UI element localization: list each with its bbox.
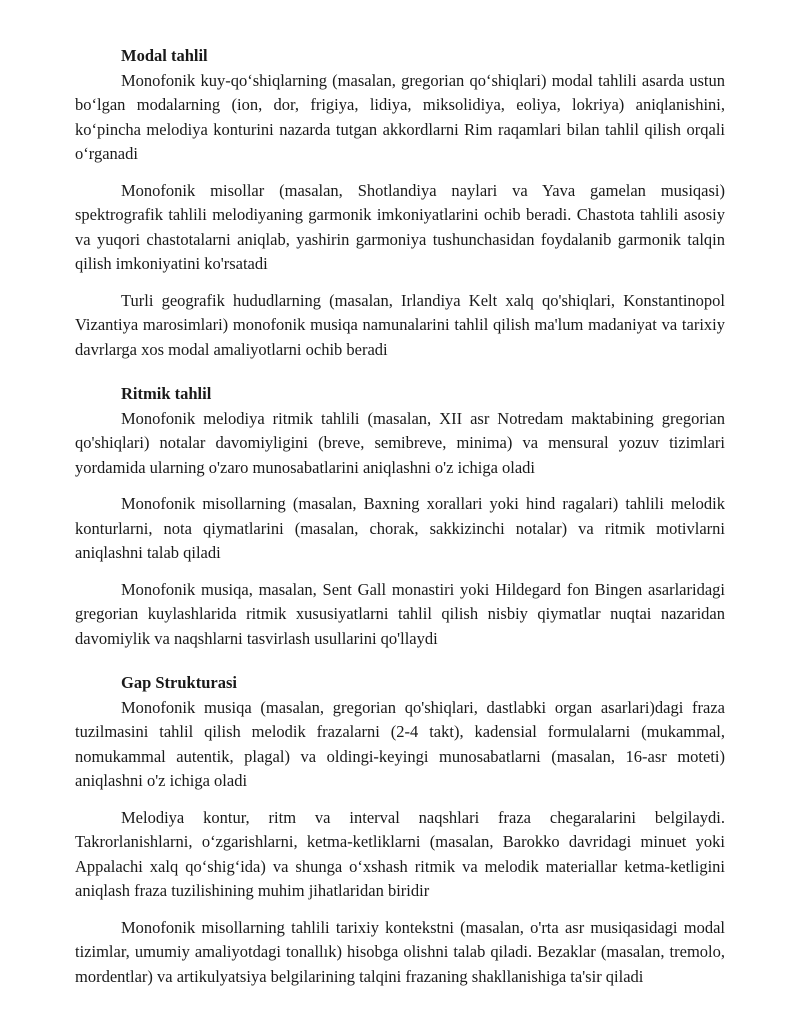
paragraph: Monofonik melodiya ritmik tahlili (masalan, XII asr Notredam maktabining gregorian qo'shiqlari) notalar davomiyligini (breve, semibreve, minima) va mensural yozuv tizimlari yordamida ularning o'zaro munosabatlarini aniqlashni o'z ichiga oladi bbox=[75, 408, 725, 477]
section-heading: Modal tahlil bbox=[121, 46, 208, 65]
paragraph: Monofonik misollarning tahlili tarixiy kontekstni (masalan, o'rta asr musiqasidagi modal tizimlar, umumiy amaliyotdagi tonallık) hisobga olishni talab qiladi. Bezaklar (masalan, tremolo, mordentlar) va artikulyatsiya belgilarining talqini frazaning shakllanishiga ta'sir qiladi bbox=[75, 917, 725, 986]
paragraph: Monofonik misollar (masalan, Shotlandiya naylari va Yava gamelan musiqasi) spektrografik tahlili melodiyaning garmonik imkoniyatlarini ochib beradi. Chastota tahlili asosiy va yuqori chastotalarni aniqlab, yashirin garmoniya tushunchasidan foydalanib garmonik talqin qilish imkoniyatini ko'rsatadi bbox=[75, 180, 725, 273]
document-page bbox=[75, 44, 725, 989]
paragraph: Monofonik misollarning (masalan, Baxning xorallari yoki hind ragalari) tahlili melodik konturlarni, nota qiymatlarini (masalan, chorak, sakkizinchi notalar) va ritmik motivlarni aniqlashni talab qiladi bbox=[75, 494, 725, 562]
section-heading: Ritmik tahlil bbox=[121, 384, 212, 403]
section-modal-tahlil bbox=[75, 44, 725, 362]
paragraph: Melodiya kontur, ritm va interval naqshlari fraza chegaralarini belgilaydi. Takrorlanishlarni, o‘zgarishlarni, ketma-ketliklarni (masalan, Barokko davridagi minuet yoki Appalachi xalq qo‘shig‘ida) va shunga o‘xshash ritmik va melodik materiallar ketma-ketligini aniqlash fraza tuzilishining muhim jihatlaridan biridir bbox=[75, 807, 725, 900]
section-heading: Gap Strukturasi bbox=[121, 673, 237, 692]
section-gap-strukturasi bbox=[75, 671, 725, 989]
paragraph: Monofonik musiqa, masalan, Sent Gall monastiri yoki Hildegard fon Bingen asarlaridagi gregorian kuylashlarida ritmik xususiyatlarni tahlil qilish nisbiy qiymatlar nuqtai nazaridan davomiylik va naqshlarni tasvirlash usullarini qo'llaydi bbox=[75, 579, 725, 648]
paragraph: Turli geografik hududlarning (masalan, Irlandiya Kelt xalq qo'shiqlari, Konstantinopol Vizantiya marosimlari) monofonik musiqa namunalarini tahlil qilish ma'lum madaniyat va tarixiy davrlarga xos modal amaliyotlarni ochib beradi bbox=[75, 290, 725, 359]
paragraph: Monofonik musiqa (masalan, gregorian qo'shiqlari, dastlabki organ asarlari)dagi fraza tuzilmasini tahlil qilish melodik frazalarni (2-4 takt), kadensial formulalarni (mukammal, nomukammal autentik, plagal) va oldingi-keyingi munosabatlarni (masalan, 16-asr moteti) aniqlashni o'z ichiga oladi bbox=[75, 697, 725, 790]
section-ritmik-tahlil bbox=[75, 382, 725, 651]
paragraph: Monofonik kuy-qo‘shiqlarning (masalan, gregorian qo‘shiqlari) modal tahlili asarda ustun bo‘lgan modalarning (ion, dor, frigiya, lidiya, miksolidiya, eoliya, lokriya) aniqlanishini, ko‘pincha melodiya konturini nazarda tutgan akkordlarni Rim raqamlari bilan tahlil qilish orqali o‘rganadi bbox=[75, 70, 725, 163]
